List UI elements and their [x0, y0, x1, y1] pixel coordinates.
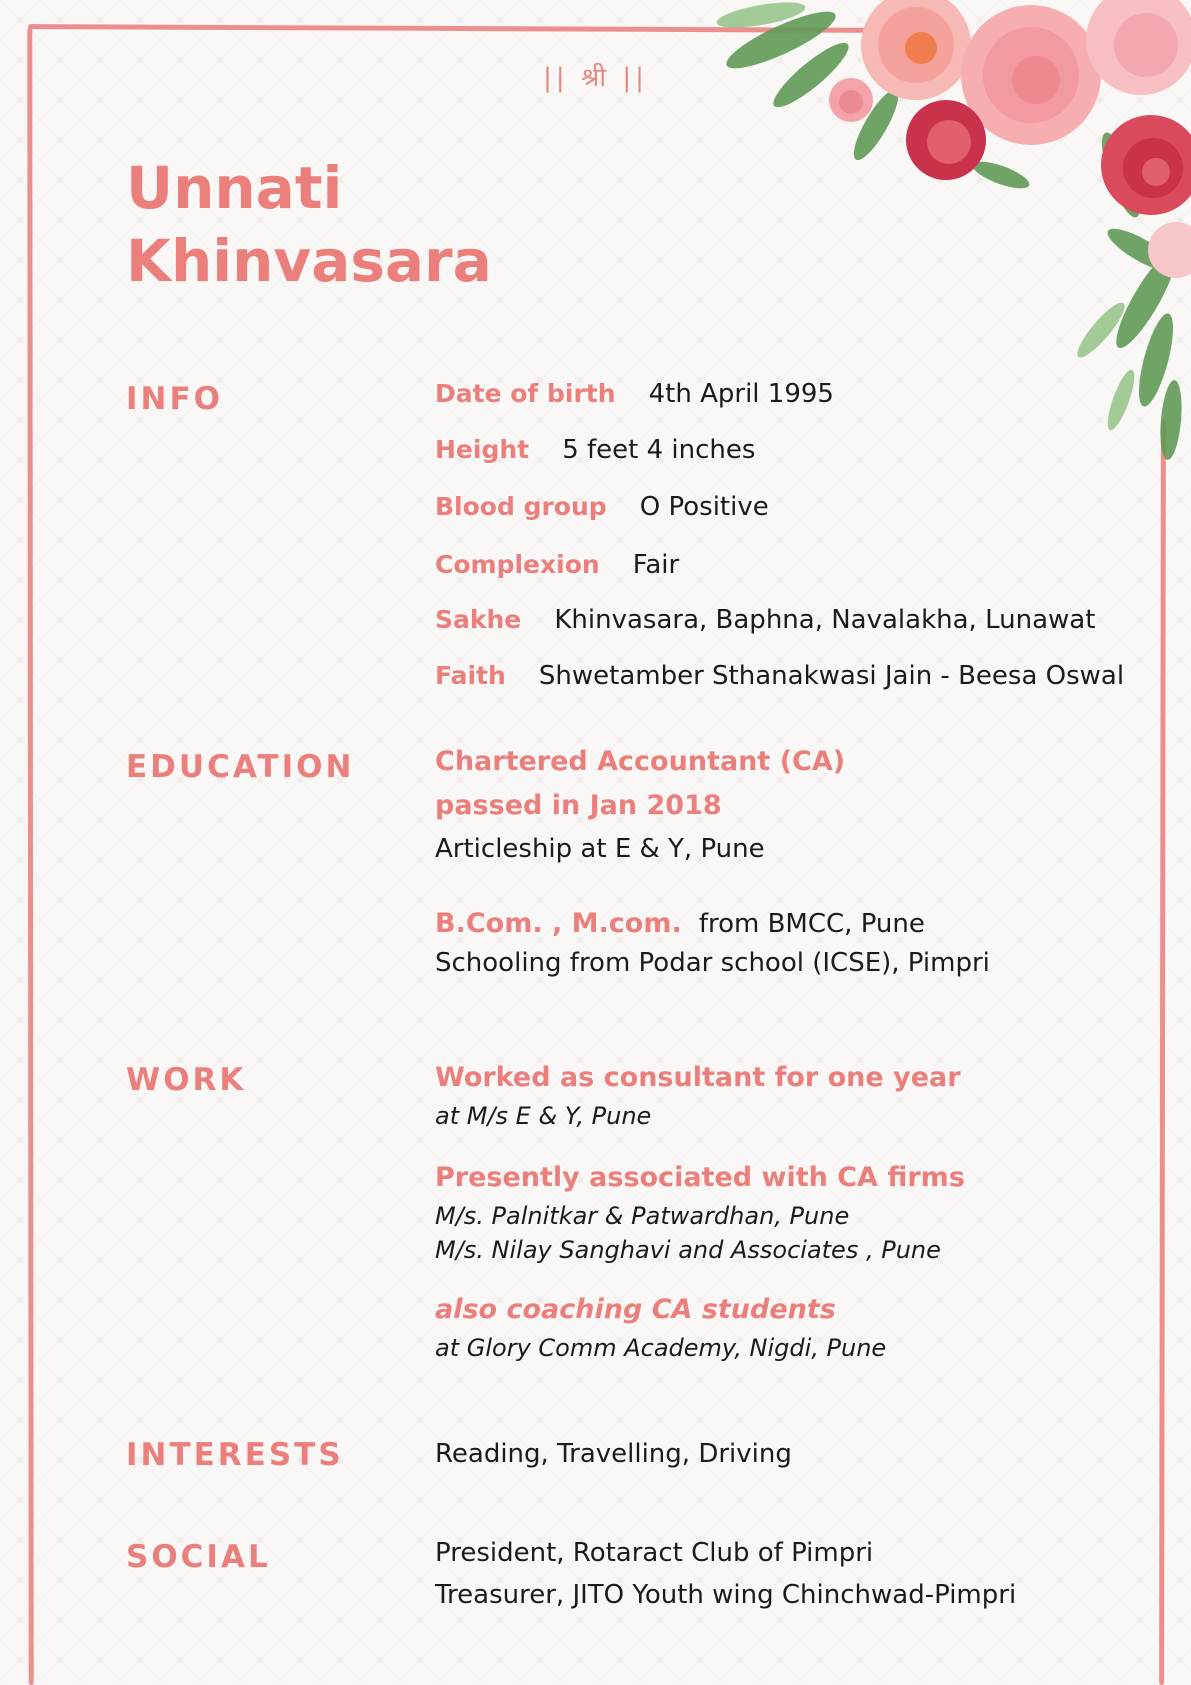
info-value: Fair: [632, 550, 680, 580]
section-work-title: WORK: [126, 1062, 247, 1098]
info-key: Faith: [435, 661, 506, 690]
info-key: Date of birth: [435, 379, 616, 408]
work-coaching-at: at Glory Comm Academy, Nigdi, Pune: [435, 1334, 887, 1362]
section-interests-title: INTERESTS: [126, 1437, 344, 1473]
social-line-1: President, Rotaract Club of Pimpri: [435, 1538, 874, 1568]
info-row-faith: [435, 659, 1124, 696]
info-value: O Positive: [639, 492, 769, 522]
frame-left-border: [27, 28, 33, 1685]
info-key: Blood group: [435, 492, 607, 521]
work-coaching-title: also coaching CA students: [435, 1294, 836, 1325]
education-ca-title: Chartered Accountant (CA): [435, 746, 846, 777]
info-row-sakhe: [435, 603, 1095, 640]
info-row-complexion: [435, 548, 679, 585]
interests-text: Reading, Travelling, Driving: [435, 1439, 792, 1469]
section-info-title: INFO: [126, 381, 224, 417]
frame-right-border: [1159, 420, 1166, 1685]
info-row-blood-group: [435, 490, 769, 527]
education-ca-passed: passed in Jan 2018: [435, 790, 722, 821]
info-row-height: [435, 433, 755, 470]
info-value: Khinvasara, Baphna, Navalakha, Lunawat: [554, 605, 1096, 635]
social-line-2: Treasurer, JITO Youth wing Chinchwad-Pimpri: [435, 1580, 1017, 1610]
info-key: Height: [435, 435, 530, 464]
education-articleship: Articleship at E & Y, Pune: [435, 834, 765, 864]
info-key: Sakhe: [435, 605, 522, 634]
work-consultant-at: at M/s E & Y, Pune: [435, 1102, 652, 1130]
work-firm-1: M/s. Palnitkar & Patwardhan, Pune: [435, 1202, 850, 1230]
work-present-title: Presently associated with CA firms: [435, 1162, 965, 1193]
shri-header: || श्री ||: [543, 63, 648, 93]
education-schooling: Schooling from Podar school (ICSE), Pimpri: [435, 948, 990, 978]
info-value: 4th April 1995: [648, 379, 834, 409]
info-value: 5 feet 4 inches: [562, 435, 756, 465]
section-social-title: SOCIAL: [126, 1539, 271, 1575]
section-education-title: EDUCATION: [126, 749, 355, 785]
info-key: Complexion: [435, 550, 600, 579]
info-value: Shwetamber Sthanakwasi Jain - Beesa Oswal: [538, 661, 1125, 691]
education-degree-from: from BMCC, Pune: [698, 909, 925, 939]
education-degree: B.Com. , M.com.: [435, 908, 682, 939]
info-row-dob: [435, 377, 834, 414]
first-name: Unnati: [126, 154, 343, 222]
last-name: Khinvasara: [126, 227, 492, 295]
education-degree-row: [435, 906, 925, 945]
work-firm-2: M/s. Nilay Sanghavi and Associates , Pune: [435, 1236, 941, 1264]
work-consultant-title: Worked as consultant for one year: [435, 1062, 961, 1093]
candidate-name: [126, 152, 492, 298]
